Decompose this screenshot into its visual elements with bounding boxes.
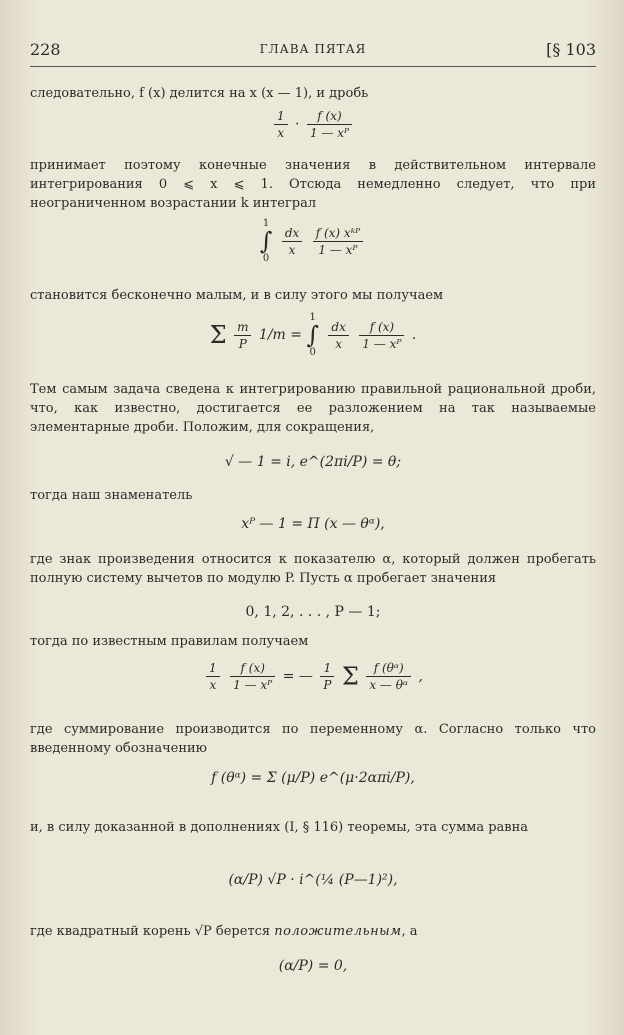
fraction: $\frac{f (x)}{\text{1 — xᴾ}}$	[359, 319, 404, 352]
equation-1: $\frac{1}{x}$ · $\frac{f (x)}{\text{1 — xᴾ}}$	[30, 108, 596, 141]
equation-6: 0, 1, 2, . . . , P — 1;	[245, 604, 381, 620]
section-number: [§ 103	[546, 40, 596, 59]
paragraph-5: тогда наш знаменатель	[30, 488, 193, 503]
fraction: $\frac{m}{P}$	[234, 319, 251, 352]
page-header	[30, 40, 596, 62]
equation-8: f (θᵅ) = Σ (μ/P) e^(μ·2απi/P),	[211, 770, 415, 786]
fraction: $\frac{dx}{x}$	[328, 319, 348, 352]
equation-5: xᴾ — 1 = Π (x — θᵅ),	[241, 516, 385, 532]
paragraph-10: где квадратный корень √P берется положительным, а	[30, 924, 418, 939]
equation-2	[30, 218, 596, 264]
fraction: $\frac{1}{x}$	[206, 660, 220, 693]
equation-3: Σ $\frac{m}{P}$ 1/m = 1 ∫ 0 $\frac{dx}{x}$ $\frac{f (x)}{\text{1 — xᴾ}}$ .	[209, 312, 417, 358]
fraction: $\frac{f (x)}{\text{1 — xᴾ}}$	[230, 660, 275, 693]
paragraph-3: становится бесконечно малым, и в силу этого мы получаем	[30, 288, 444, 303]
paragraph-9: и, в силу доказанной в дополнениях (I, § 116) теоремы, эта сумма равна	[30, 820, 529, 835]
page-number: 228	[30, 40, 61, 59]
equation-10: (α/P) = 0,	[278, 958, 348, 974]
integral-sign: 1 ∫ 0	[306, 312, 319, 358]
chapter-title: ГЛАВА ПЯТАЯ	[259, 42, 367, 56]
equation-4: √ — 1 = i, e^(2πi/P) = θ;	[224, 454, 402, 470]
header-rule	[30, 66, 596, 67]
paragraph-1: следовательно, f (x) делится на x (x — 1), и дробь	[30, 86, 369, 101]
fraction: $\frac{1}{P}$	[320, 660, 334, 693]
fraction: $\frac{\text{f (θᵅ)}}{\text{x — θᵅ}}$	[366, 660, 411, 693]
equation-9: (α/P) √P · i^(¼ (P—1)²),	[228, 872, 398, 888]
paragraph-6: где знак произведения относится к показателю α, который должен пробегать полную систему вычетов по модулю P. Пусть α пробегает значения	[30, 552, 596, 586]
integral-sign: 1 ∫ 0	[259, 218, 273, 264]
fraction: $\frac{dx}{x}$	[282, 225, 302, 258]
equation-7: $\frac{1}{x}$ $\frac{f (x)}{\text{1 — xᴾ}}$ = — $\frac{1}{P}$ Σ $\frac{\text{f (θᵅ)}}{\text{x — θᵅ}}$ ,	[30, 660, 596, 693]
paragraph-2: принимает поэтому конечные значения в действительном интервале интегрирования 0 ⩽ x ⩽ 1. Отсюда немедленно следует, что при неограниченном возрастании k интеграл	[30, 158, 596, 211]
fraction: $\frac{\text{f (x) xᵏᴾ}}{\text{1 — xᴾ}}$	[313, 225, 363, 258]
emphasis: положительным	[274, 924, 402, 939]
paragraph-8: где суммирование производится по переменному α. Согласно только что введенному обозначению	[30, 722, 596, 756]
paragraph-4: Тем самым задача сведена к интегрированию правильной рациональной дроби, что, как известно, достигается ее разложением на так называемые элементарные дроби. Положим, для сокращения,	[30, 382, 596, 435]
fraction: $\frac{1}{x}$	[274, 108, 288, 141]
paragraph-7: тогда по известным правилам получаем	[30, 634, 309, 649]
fraction: $\frac{f (x)}{\text{1 — xᴾ}}$	[307, 108, 352, 141]
